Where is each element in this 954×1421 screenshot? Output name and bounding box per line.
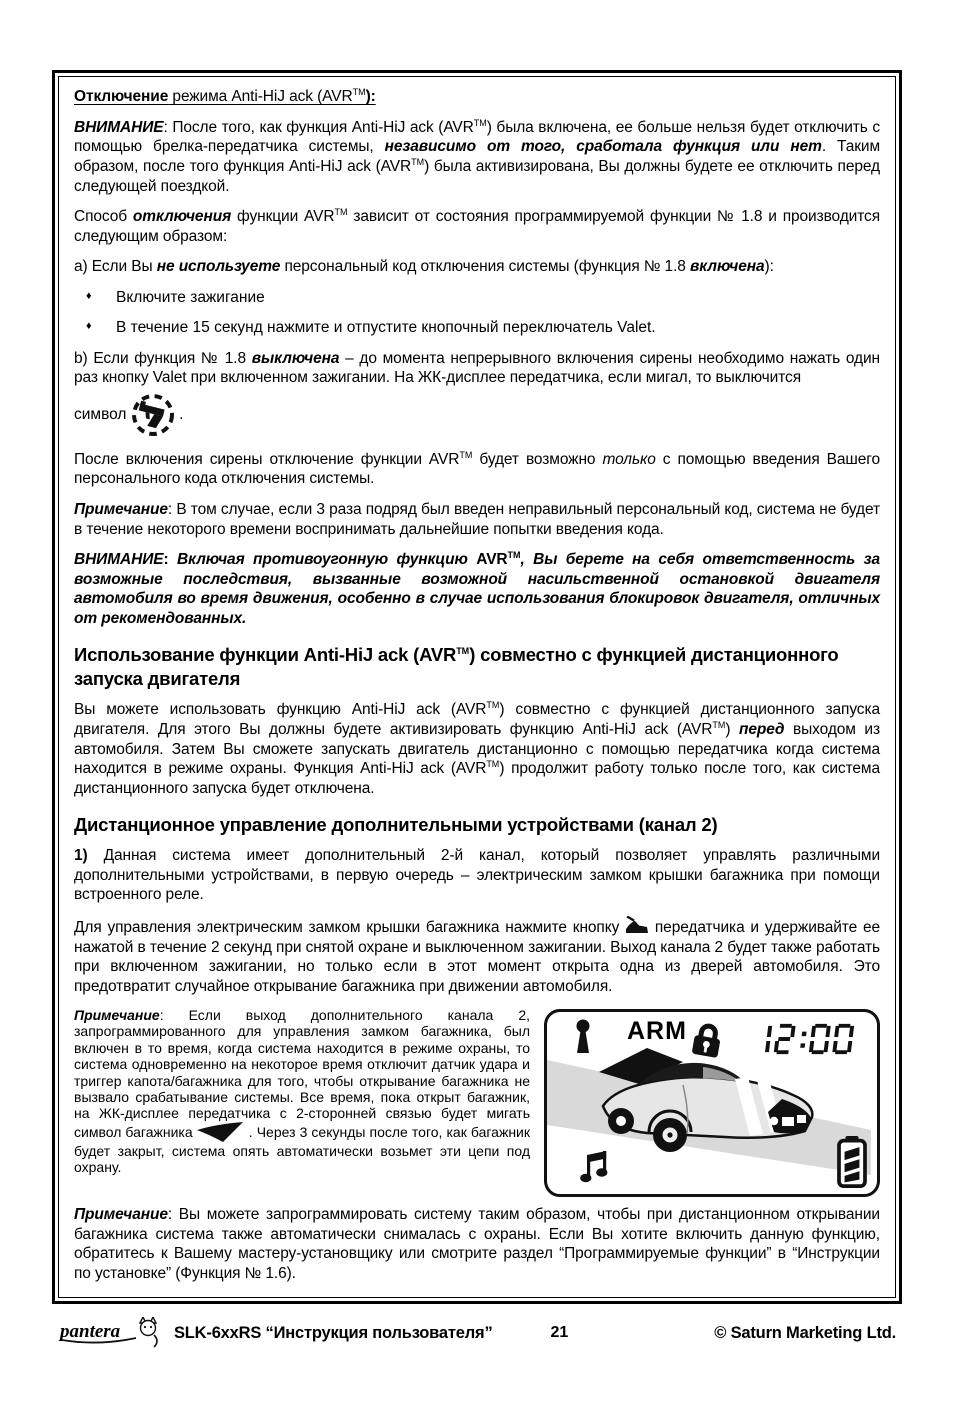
paragraph-case-a: a) Если Вы не используете персональный код отключения системы (функция № 1.8 включена): (74, 258, 774, 276)
diamond-bullet-icon: ♦ (86, 289, 92, 302)
symbol-line (74, 392, 880, 438)
padlock-icon (689, 1021, 725, 1059)
symbol-text: символ . (74, 393, 183, 437)
svg-text:pantera: pantera (60, 1321, 121, 1343)
section-title-avr-off: Отключение режима Anti-HiJ ack (AVR™): (74, 87, 376, 106)
note-with-figure (74, 1007, 880, 1205)
gun-icon (131, 393, 175, 437)
content-box (52, 70, 902, 1304)
note-wrong-code: Примечание: В том случае, если 3 раза подряд был введен неправильный персональный код, система не будет в течение некоторого времени воспринимать дальнейшие попытки введения кода. (74, 501, 880, 538)
paragraph-after-siren: После включения сирены отключение функции AVR™ будет возможно только с помощью введения Вашего персонального кода отключения системы. (74, 449, 881, 488)
page-number: 21 (550, 1324, 569, 1342)
paragraph-trunk-control: Для управления электрическим замком крышки багажника нажмите кнопку передатчика и удерживайте ее нажатой в течение 2 секунд при снятой охране и выключенном зажигании. Выход канала 2 будет также работать при включенном зажигании, но только если в этот момент открыта одна из дверей автомобиля. Это предотвратит случайное открывание багажника при движении автомобиля. (74, 916, 880, 996)
paragraph-channel-intro: 1) Данная система имеет дополнительный 2-й канал, который позволяет управлять различными дополнительными устройствами, в первую очередь – электрическим замком крышки багажника при помощи встроенного реле. (74, 847, 880, 904)
pantera-logo (58, 1317, 166, 1349)
music-note-icon (577, 1150, 609, 1186)
cat-head-icon (140, 1317, 157, 1347)
arm-status-label: ARM (627, 1017, 687, 1046)
valet-key-icon (573, 1019, 593, 1055)
bullet-text: В течение 15 секунд нажмите и отпустите кнопочный переключатель Valet. (116, 319, 656, 337)
battery-icon (836, 1136, 868, 1188)
lcd-display-figure (544, 1009, 880, 1197)
pantera-logo-graphic (58, 1317, 166, 1349)
heading-channel-2: Дистанционное управление дополнительными устройствами (канал 2) (74, 814, 718, 836)
footer-product-title: SLK-6xxRS “Инструкция пользователя” (174, 1323, 493, 1342)
manual-page (0, 70, 954, 1349)
lcd-clock (748, 1017, 870, 1061)
note-channel-2: Примечание: Если выход дополнительного канала 2, запрограммированного для управления замком багажника, был включен в то время, когда система находится в режиме охраны, то система одновременно на некоторое время отключит датчик удара и триггер капота/багажника для того, чтобы открывание багажника не вызвало срабатывание системы. Все время, пока открыт багажник, на ЖК-дисплее передатчика с 2-сторонней связью будет мигать символ багажника . Через 3 секунды после того, как багажник будет закрыт, система опять автоматически возьмет эти цепи под охрану. (74, 1007, 530, 1176)
trunk-open-icon (197, 1122, 245, 1143)
footer-copyright: © Saturn Marketing Ltd. (714, 1323, 896, 1342)
note-programming: Примечание: Вы можете запрограммировать систему таким образом, чтобы при дистанционном открывании багажника система также автоматически снималась с охраны. Если Вы хотите включить данную функцию, обратитесь к Вашему мастеру-установщику или смотрите раздел “Программируемые функции” в “Инструкции по установке” (Функция № 1.6). (74, 1206, 880, 1282)
paragraph-attention-2: ВНИМАНИЕ: Включая противоугонную функцию AVR™, Вы берете на себя ответственность за возможные последствия, вызванные возможной насильственной остановкой двигателя автомобиля во время движения, особенно в случае использования блокировок двигателя, отличных от рекомендованных. (74, 550, 880, 627)
paragraph-usage: Вы можете использовать функцию Anti-HiJ ack (AVR™) совместно с функцией дистанционного запуска двигателя. Для этого Вы должны будете активизировать функцию Anti-HiJ ack (AVR™) перед выходом из автомобиля. Затем Вы сможете запускать двигатель дистанционно с помощью передатчика когда система находится в режиме охраны. Функция Anti-HiJ ack (AVR™) продолжит работу только после того, как система дистанционного запуска будет отключена. (74, 700, 880, 797)
paragraph-method: Способ отключения функции AVR™ зависит от состояния программируемой функции № 1.8 и производится следующим образом: (74, 207, 881, 245)
paragraph-attention-1: ВНИМАНИЕ: После того, как функция Anti-HiJ ack (AVR™) была включена, ее больше нельзя будет отключить с помощью брелка-передатчика системы, независимо от того, сработала функция или нет. Таким образом, после того функция Anti-HiJ ack (AVR™) была активизирована, Вы должны будете ее отключить перед следующей поездкой. (74, 117, 881, 195)
trunk-button-icon (625, 916, 649, 935)
page-footer (0, 1317, 954, 1349)
bullet-item (86, 288, 880, 308)
paragraph-case-b: b) Если функция № 1.8 выключена – до момента непрерывного включения сирены необходимо нажать один раз кнопку Valet при включенном зажигании. На ЖК-дисплее передатчика, если мигал, то выключится (74, 349, 880, 387)
diamond-bullet-icon: ♦ (86, 320, 92, 333)
bullet-item (86, 318, 880, 338)
bullet-text: Включите зажигание (116, 288, 265, 306)
heading-usage-with-remote-start: Использование функции Anti-HiJ ack (AVR™) совместно с функцией дистанционного запуска двигателя (74, 644, 839, 690)
